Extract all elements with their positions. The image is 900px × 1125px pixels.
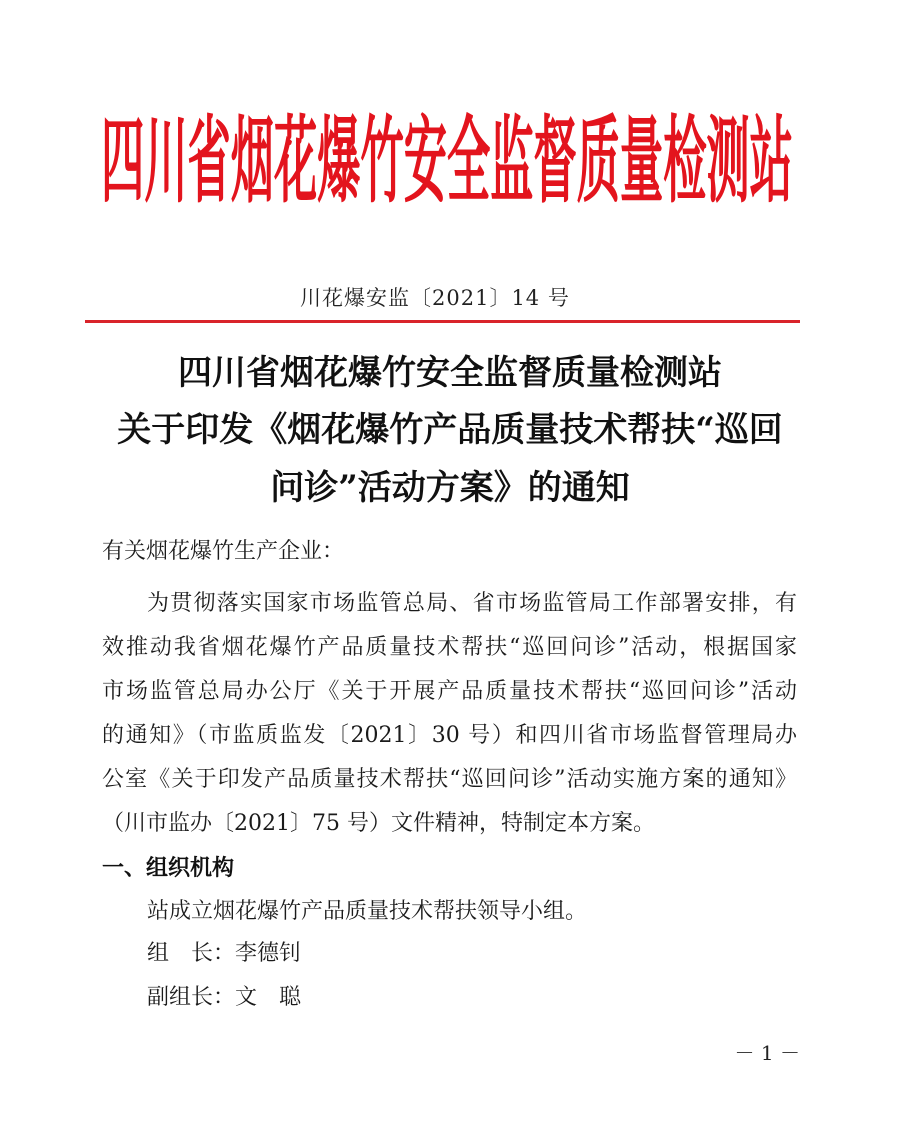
- letterhead-org-name: 四川省烟花爆竹安全监督质量检测站: [101, 106, 793, 216]
- salutation: 有关烟花爆竹生产企业：: [102, 539, 345, 564]
- body-line: 公室《关于印发产品质量技术帮扶“巡回问诊”活动实施方案的通知》: [102, 767, 797, 792]
- group-leader: 组 长：李德钊: [147, 941, 302, 966]
- document-title-line: 四川省烟花爆竹安全监督质量检测站: [178, 353, 722, 393]
- document-number: 川花爆安监〔2021〕14 号: [300, 286, 570, 310]
- document-title-line: 问诊”活动方案》的通知: [270, 468, 630, 508]
- body-line: 的通知》（市监质监发〔2021〕30 号）和四川省市场监督管理局办: [102, 723, 797, 748]
- section-intro: 站成立烟花爆竹产品质量技术帮扶领导小组。: [147, 899, 588, 924]
- body-line: 市场监管总局办公厅《关于开展产品质量技术帮扶“巡回问诊”活动: [102, 679, 797, 704]
- section-heading: 一、组织机构: [102, 855, 235, 881]
- body-line: 效推动我省烟花爆竹产品质量技术帮扶“巡回问诊”活动，根据国家: [102, 635, 797, 660]
- body-line: 为贯彻落实国家市场监管总局、省市场监管局工作部署安排，有: [147, 591, 797, 616]
- page-number: － 1 －: [734, 1041, 800, 1065]
- body-line: （川市监办〔2021〕75 号）文件精神，特制定本方案。: [102, 811, 655, 836]
- letterhead-divider: [85, 320, 800, 323]
- document-title-line: 关于印发《烟花爆竹产品质量技术帮扶“巡回: [117, 410, 783, 450]
- deputy-group-leader: 副组长：文 聪: [147, 985, 302, 1010]
